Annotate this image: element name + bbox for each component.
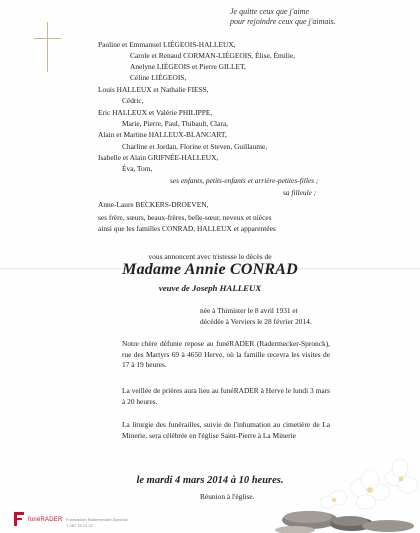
logo-subtitle: Funérarium Radermecker-Spronck <box>66 517 128 522</box>
family-line: Eric HALLEUX et Valérie PHILIPPE, <box>98 108 213 117</box>
logo-mark-icon <box>14 512 24 526</box>
family-line: Marie, Pierre, Paul, Thibault, Clara, <box>122 119 228 128</box>
rest-paragraph: Notre chère défunte repose au funéRADER (Radermecker-Spronck), rue des Martyrs 69 à 4650 Herve, où la famille recevra les visites de 17 à 19 heures. <box>122 339 330 369</box>
ceremony-date: le mardi 4 mars 2014 à 10 heures. <box>136 475 284 486</box>
family-line: Alain et Martine HALLEUX-BLANCART, <box>98 130 227 139</box>
family-line: Anne-Laure BECKERS-DROEVEN, <box>98 200 209 209</box>
cross-icon <box>47 22 48 72</box>
family-line: Anelyne LIÉGEOIS et Pierre GILLET, <box>130 62 246 71</box>
family-line: Carole et Renaud CORMAN-LIÉGEOIS, Élise, Émilie, <box>130 51 296 60</box>
family-line: ses enfants, petits-enfants et arrière-petites-filles ; <box>170 176 319 185</box>
reunion-note: Réunion à l'église. <box>200 492 255 501</box>
death-line: décédée à Verviers le 28 février 2014. <box>200 316 312 326</box>
epigraph <box>230 7 336 27</box>
family-line: sa filleule ; <box>283 188 317 197</box>
orchid-stones-image <box>270 440 420 533</box>
family-line: Charline et Jordan, Florine et Steven, Guillaume, <box>122 142 268 151</box>
deceased-name: Madame Annie CONRAD <box>122 261 298 278</box>
birth-death-dates <box>200 306 312 327</box>
widow-of: veuve de Joseph HALLEUX <box>158 283 262 293</box>
family-line: Cédric, <box>122 96 144 105</box>
logo-phone: T 087 76 21 22 <box>66 523 93 528</box>
funeral-home-logo <box>14 510 134 530</box>
logo-brand: funéRADER <box>28 517 63 523</box>
family-line: ses frère, sœurs, beaux-frères, belle-sœur, neveux et nièces <box>98 213 272 222</box>
family-line: Éva, Tom, <box>122 164 153 173</box>
announcement-intro: vous annoncent avec tristesse le décès de <box>148 252 272 261</box>
cross-icon-bar <box>34 38 61 39</box>
family-line: Isabelle et Alain GRIFNÉE-HALLEUX, <box>98 153 219 162</box>
epigraph-line: Je quitte ceux que j'aime <box>230 7 310 16</box>
family-line: ainsi que les familles CONRAD, HALLEUX et apparentées <box>98 224 276 233</box>
family-line: Pauline et Emmanuel LIÉGEOIS-HALLEUX, <box>98 40 236 49</box>
birth-line: née à Thimister le 8 avril 1931 et <box>200 306 298 315</box>
liturgy-paragraph: La liturgie des funérailles, suivie de l'inhumation au cimetière de La Minerie, sera célébrée en l'église Saint-Pierre à La Minerie <box>122 420 330 440</box>
family-line: Céline LIÉGEOIS, <box>130 73 187 82</box>
vigil-paragraph: La veillée de prières aura lieu au funéRADER à Herve le lundi 3 mars à 20 heures. <box>122 386 330 406</box>
family-line: Louis HALLEUX et Nathalie FIESS, <box>98 85 209 94</box>
epigraph-line: pour rejoindre ceux que j'aimais. <box>230 17 336 26</box>
